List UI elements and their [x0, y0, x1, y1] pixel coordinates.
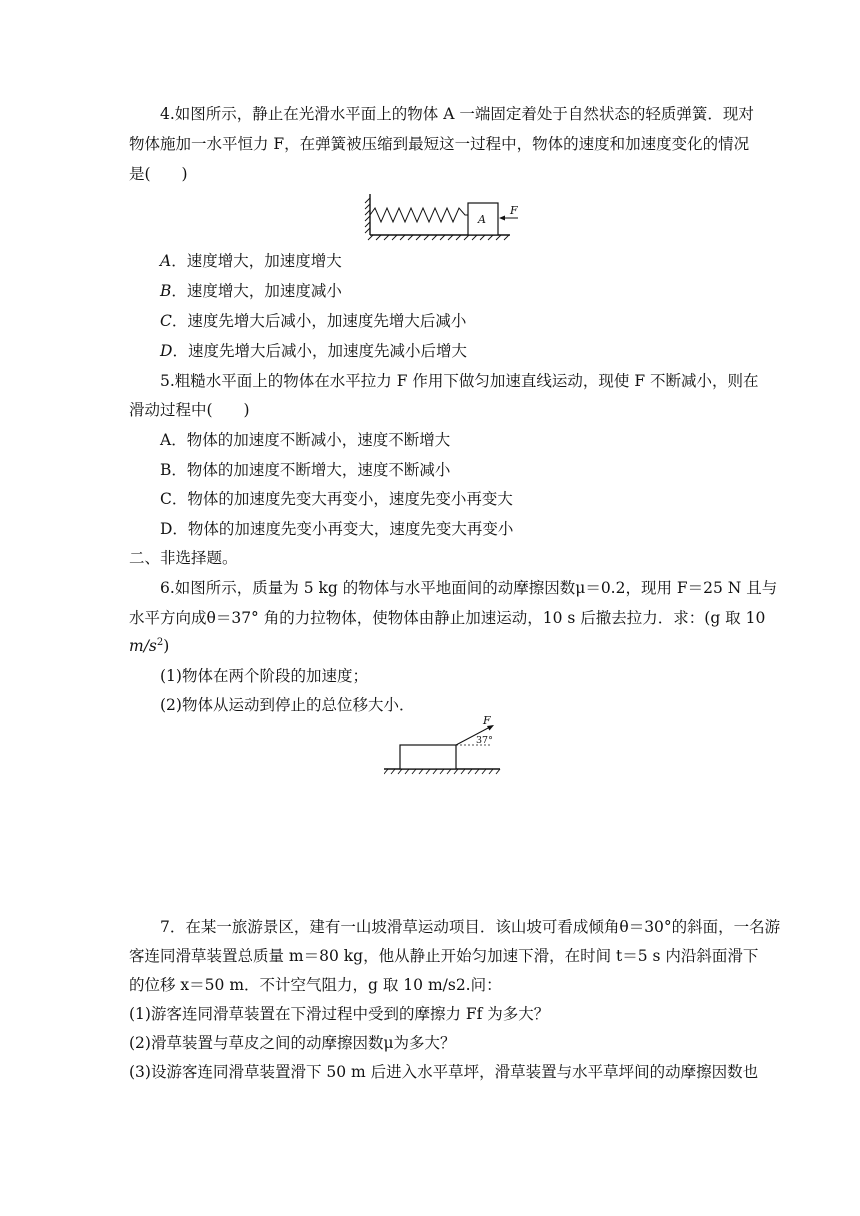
q7-sub-1: (1)游客连同滑草装置在下滑过程中受到的摩擦力 Ff 为多大？	[129, 1005, 550, 1023]
q6-line-2: 水平方向成θ＝37° 角的力拉物体，使物体由静止加速运动，10 s 后撤去拉力．求：(g 取 10	[129, 609, 766, 627]
force-f-label: F	[510, 204, 518, 217]
q4-option-d-letter: D	[160, 342, 173, 360]
q7-sub-2: (2)滑草装置与草皮之间的动摩擦因数μ为多大？	[129, 1034, 456, 1052]
q5-option-a: A．物体的加速度不断减小，速度不断增大	[160, 431, 451, 449]
q7-line-3: 的位移 x＝50 m．不计空气阻力，g 取 10 m/s2.问：	[129, 976, 502, 994]
q6-close-paren: )	[163, 637, 170, 655]
q6-unit-sup: 2	[156, 636, 164, 648]
q7-sub-3: (3)设游客连同滑草装置滑下 50 m 后进入水平草坪，滑草装置与水平草坪间的动摩擦因数也	[129, 1063, 759, 1081]
q4-option-a	[160, 251, 342, 271]
q6-line-3	[129, 636, 169, 656]
section-heading: 二、非选择题。	[129, 549, 238, 567]
q5-line-1: 5.粗糙水平面上的物体在水平拉力 F 作用下做匀加速直线运动，现使 F 不断减小，则在	[160, 372, 759, 390]
q6-line-1: 6.如图所示，质量为 5 kg 的物体与水平地面间的动摩擦因数μ＝0.2，现用 F＝25 N 且与	[160, 579, 778, 597]
q4-option-b	[160, 281, 342, 301]
q4-option-c-letter: C	[160, 312, 172, 330]
q5-option-b: B．物体的加速度不断增大，速度不断减小	[160, 461, 451, 479]
spring	[370, 208, 468, 222]
q6-unit: m/s	[129, 637, 157, 655]
block	[400, 745, 456, 769]
q7-line-2: 客连同滑草装置总质量 m＝80 kg，他从静止开始匀加速下滑，在时间 t＝5 s 内沿斜面滑下	[129, 947, 759, 965]
q6-sub-2: (2)物体从运动到停止的总位移大小．	[160, 696, 415, 714]
q4-option-c-text: ．速度先增大后减小，加速度先增大后减小	[171, 312, 467, 330]
q4-line-1: 4.如图所示，静止在光滑水平面上的物体 A 一端固定着处于自然状态的轻质弹簧．现对	[160, 105, 754, 123]
angle-label: 37°	[476, 735, 493, 746]
q7-line-1: 7．在某一旅游景区，建有一山坡滑草运动项目．该山坡可看成倾角θ＝30°的斜面，一名游	[160, 918, 781, 936]
q6-sub-1: (1)物体在两个阶段的加速度；	[160, 667, 368, 685]
q4-option-b-letter: B	[160, 282, 172, 300]
q4-line-2: 物体施加一水平恒力 F，在弹簧被压缩到最短这一过程中，物体的速度和加速度变化的情况	[129, 135, 750, 153]
spring-block-diagram	[360, 190, 520, 242]
q4-option-c	[160, 311, 466, 331]
q4-option-a-text: ．速度增大，加速度增大	[171, 252, 342, 270]
block-a-label: A	[478, 213, 486, 226]
q4-option-b-text: ．速度增大，加速度减小	[171, 282, 342, 300]
q5-option-d: D．物体的加速度先变小再变大，速度先变大再变小	[160, 520, 514, 538]
q4-line-3: 是( )	[129, 165, 188, 183]
force-f-label: F	[483, 714, 491, 727]
pulled-block-diagram	[384, 714, 504, 776]
q4-option-d-text: ．速度先增大后减小，加速度先减小后增大	[172, 342, 467, 360]
q4-option-d	[160, 341, 467, 361]
q5-option-c: C．物体的加速度先变大再变小，速度先变小再变大	[160, 490, 513, 508]
q5-line-2: 滑动过程中( )	[129, 401, 250, 419]
q4-option-a-letter: A	[160, 252, 172, 270]
